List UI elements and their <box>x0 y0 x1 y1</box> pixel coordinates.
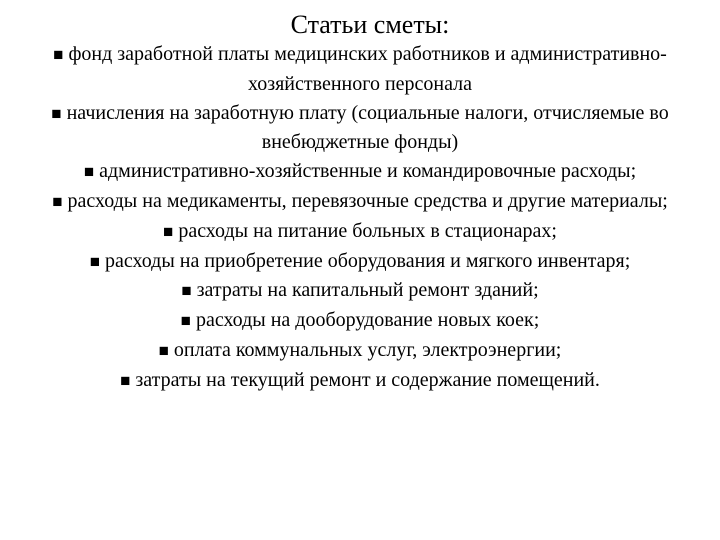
list-item <box>20 276 700 306</box>
square-bullet-icon: ■ <box>89 251 100 271</box>
square-bullet-icon: ■ <box>120 370 131 390</box>
list-item-text: расходы на приобретение оборудования и мягкого инвентаря; <box>104 249 631 272</box>
list-item-text: затраты на текущий ремонт и содержание помещений. <box>135 368 600 391</box>
list-item-text: начисления на заработную плату (социальные налоги, отчисляемые во внебюджетные фонды) <box>66 101 669 154</box>
list-item-text: фонд заработной платы медицинских работников и административно-хозяйственного персонала <box>68 43 667 95</box>
square-bullet-icon: ■ <box>83 162 95 182</box>
list-item-text: оплата коммунальных услуг, электроэнергии; <box>173 338 562 361</box>
list-item <box>20 306 700 336</box>
square-bullet-icon: ■ <box>163 221 174 241</box>
square-bullet-icon: ■ <box>158 340 169 360</box>
list-item <box>20 336 700 366</box>
square-bullet-icon: ■ <box>53 45 64 64</box>
list-item <box>20 247 700 277</box>
square-bullet-icon: ■ <box>181 281 192 301</box>
estimate-items-list <box>20 40 700 396</box>
square-bullet-icon: ■ <box>180 311 191 331</box>
slide-title: Статьи сметы: <box>290 10 450 39</box>
list-item <box>20 366 700 396</box>
list-item-text: расходы на медикаменты, перевязочные средства и другие материалы; <box>67 189 668 212</box>
list-item <box>20 99 700 158</box>
list-item <box>20 40 700 99</box>
list-item <box>20 157 700 187</box>
list-item-text: расходы на питание больных в стационарах; <box>178 219 557 242</box>
list-item <box>20 217 700 247</box>
list-item <box>20 187 700 217</box>
square-bullet-icon: ■ <box>52 191 63 211</box>
list-item-text: расходы на дооборудование новых коек; <box>195 309 540 332</box>
square-bullet-icon: ■ <box>51 103 62 123</box>
list-item-text: затраты на капитальный ремонт зданий; <box>196 279 539 302</box>
list-item-text: административно-хозяйственные и командировочные расходы; <box>99 160 637 183</box>
